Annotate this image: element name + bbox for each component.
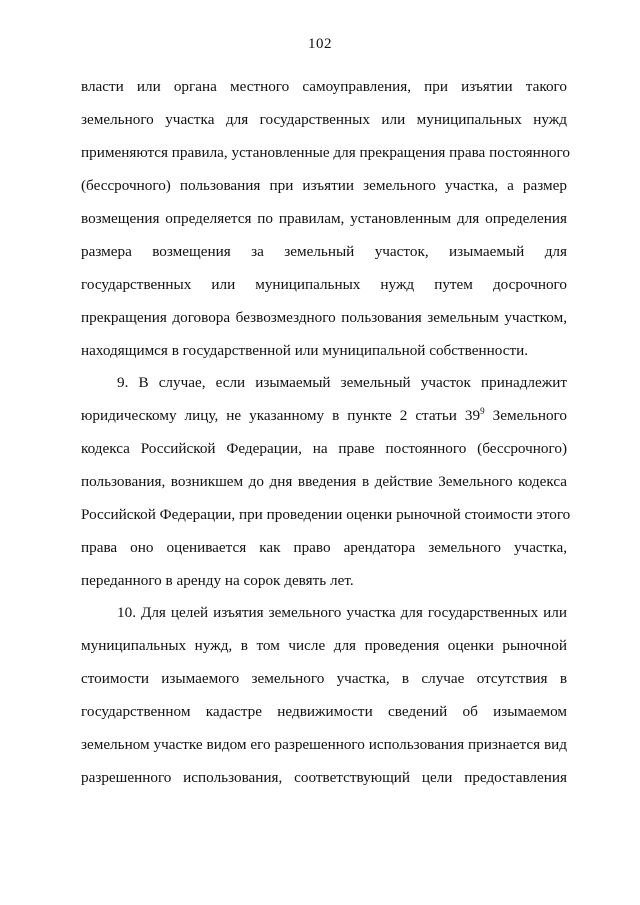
text-line: земельного участка для государственных или муниципальных нужд (81, 111, 567, 128)
text-line: находящимся в государственной или муниципальной собственности. (81, 342, 529, 359)
text-line: государственных или муниципальных нужд путем досрочного (81, 276, 567, 293)
text-line: 10. Для целей изъятия земельного участка для государственных или (117, 604, 567, 621)
page-number: 102 (308, 36, 332, 52)
text-line: переданного в аренду на сорок девять лет. (81, 572, 354, 589)
text-line: применяются правила, установленные для прекращения права постоянного (81, 144, 570, 161)
text-segment: Земельного (484, 407, 568, 424)
paragraph-10 (81, 596, 567, 794)
text-line: прекращения договора безвозмездного пользования земельным участком, (81, 309, 567, 326)
text-line: власти или органа местного самоуправления, при изъятии такого (81, 78, 567, 95)
text-line: земельном участке видом его разрешенного использования признается вид (81, 736, 567, 753)
text-line: 9. В случае, если изымаемый земельный участок принадлежит (117, 374, 567, 391)
text-line: возмещения определяется по правилам, установленным для определения (81, 210, 567, 227)
text-line: стоимости изымаемого земельного участка, в случае отсутствия в (81, 670, 567, 687)
text-line: муниципальных нужд, в том числе для проведения оценки рыночной (81, 637, 567, 654)
text-line: государственном кадастре недвижимости сведений об изымаемом (81, 703, 567, 720)
paragraph-9 (81, 366, 571, 597)
paragraph-continuation (81, 70, 570, 367)
text-line (81, 399, 567, 432)
text-line: разрешенного использования, соответствующий цели предоставления (81, 769, 567, 786)
text-line: кодекса Российской Федерации, на праве постоянного (бессрочного) (81, 440, 567, 457)
text-segment: юридическому лицу, не указанному в пункте 2 статьи 39 (81, 407, 481, 424)
text-line: Российской Федерации, при проведении оценки рыночной стоимости этого (81, 506, 571, 523)
text-line: (бессрочного) пользования при изъятии земельного участка, а размер (81, 177, 567, 194)
text-line: права оно оценивается как право арендатора земельного участка, (81, 539, 567, 556)
text-line: пользования, возникшем до дня введения в действие Земельного кодекса (81, 473, 567, 490)
text-line: размера возмещения за земельный участок, изымаемый для (81, 243, 567, 260)
article-superscript: 9 (480, 406, 485, 416)
